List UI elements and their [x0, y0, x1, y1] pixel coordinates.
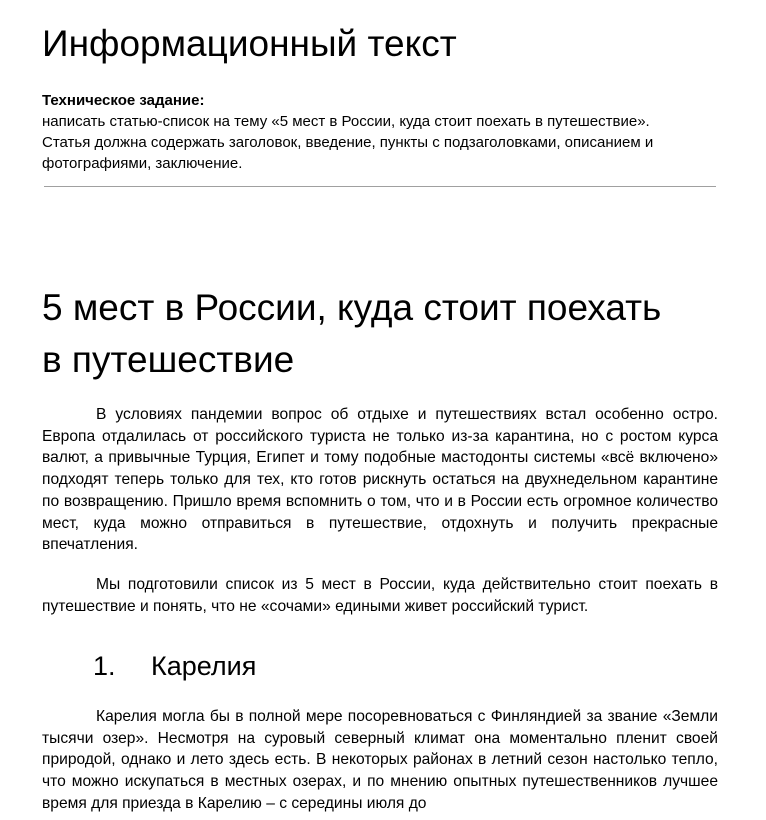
intro-paragraph: Мы подготовили список из 5 мест в России, куда действительно стоит поехать в путешествие и понять, что не «сочами» едиными живет российский турист.	[42, 576, 718, 615]
section-paragraph: Карелия могла бы в полной мере посоревноваться с Финляндией за звание «Земли тысячи озер». Несмотря на суровый северный климат она моментально пленит своей природой, однако и лето здесь есть. В некоторых районах в летний сезон настолько тепло, что можно искупаться в местных озерах, и по мнению опытных путешественников лучшее время для приезда в Карелию – с середины июля до	[42, 708, 718, 812]
article-title	[42, 282, 742, 386]
intro-paragraph: В условиях пандемии вопрос об отдыхе и путешествиях встал особенно остро. Европа отдалилась от российского туриста не только из-за карантина, но с ростом курса валют, а привычные Турция, Египет и тому подобные мастодонты системы «всё включено» подходят теперь только для тех, кто готов рискнуть остаться на двухнедельном карантине по возвращению. Пришло время вспомнить о том, что и в России есть огромное количество мест, куда можно отправиться в путешествие, отдохнуть и получить прекрасные впечатления.	[42, 406, 718, 554]
article-title-line: 5 мест в России, куда стоит поехать	[42, 287, 662, 328]
section-number: 1.	[93, 651, 116, 681]
technical-spec-line: написать статью-список на тему «5 мест в России, куда стоит поехать в путешествие».	[42, 113, 650, 130]
section-heading-text: Карелия	[151, 651, 257, 681]
section-heading	[93, 648, 256, 684]
technical-spec-label: Техническое задание:	[42, 92, 205, 109]
technical-spec-line: фотографиями, заключение.	[42, 155, 243, 172]
technical-spec	[42, 90, 722, 174]
document-title: Информационный текст	[42, 23, 457, 64]
horizontal-divider	[44, 186, 716, 187]
article-title-line: в путешествие	[42, 339, 295, 380]
technical-spec-line: Статья должна содержать заголовок, введение, пункты с подзаголовками, описанием и	[42, 134, 654, 151]
